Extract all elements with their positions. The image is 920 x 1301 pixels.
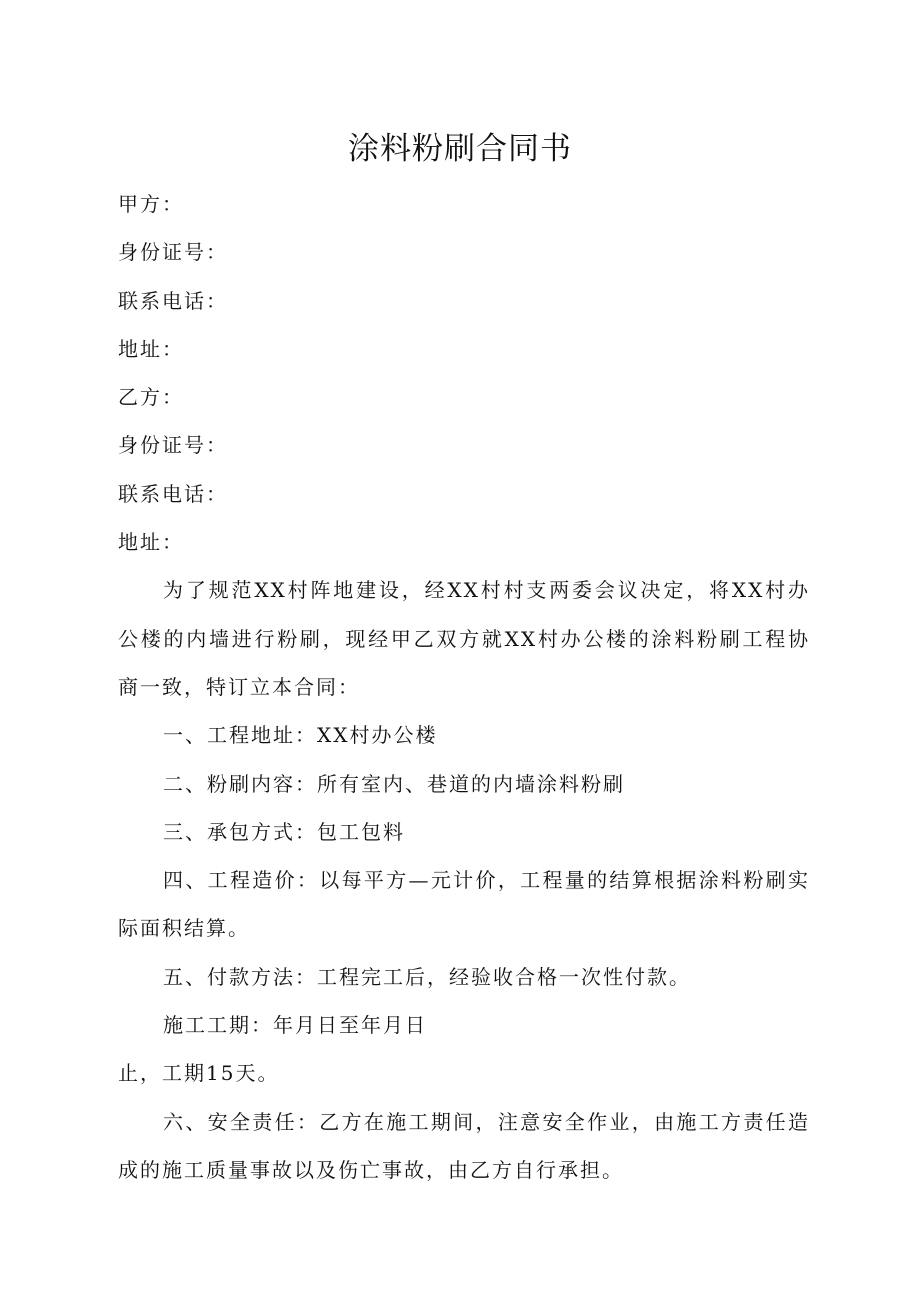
party-a-phone-field: 联系电话： [118,288,228,313]
party-a-name-field: 甲方： [118,192,184,216]
document-body [118,180,810,1194]
clause-contract-method: 三、承包方式：包工包料 [163,819,405,844]
clause-safety-responsibility: 六、安全责任：乙方在施工期间，注意安全作业，由施工方责任造成的施工质量事故以及伤亡事故，由乙方自行承担。 [118,1109,810,1182]
party-a-id-field: 身份证号： [118,240,228,265]
clause-project-cost: 四、工程造价：以每平方—元计价，工程量的结算根据涂料粉刷实际面积结算。 [118,868,810,941]
party-b-id-field: 身份证号： [118,433,228,458]
clause-construction-period: 施工工期：年月日至年月日 [163,1013,427,1038]
document-title: 涂料粉刷合同书 [348,131,572,167]
party-b-address-field: 地址： [118,530,184,555]
party-b-phone-field: 联系电话： [118,481,228,506]
intro-paragraph: 为了规范XX村阵地建设，经XX村村支两委会议决定，将XX村办公楼的内墙进行粉刷，现经甲乙双方就XX村办公楼的涂料粉刷工程协商一致，特订立本合同： [118,578,810,699]
party-b-name-field: 乙方： [118,385,184,410]
party-a-address-field: 地址： [118,336,184,361]
clause-construction-period-end: 止，工期15天。 [118,1061,280,1086]
clause-painting-scope: 二、粉刷内容：所有室内、巷道的内墙涂料粉刷 [163,771,625,796]
clause-project-address: 一、工程地址：XX村办公楼 [163,723,438,748]
clause-payment-method: 五、付款方法：工程完工后，经验收合格一次性付款。 [163,964,691,989]
